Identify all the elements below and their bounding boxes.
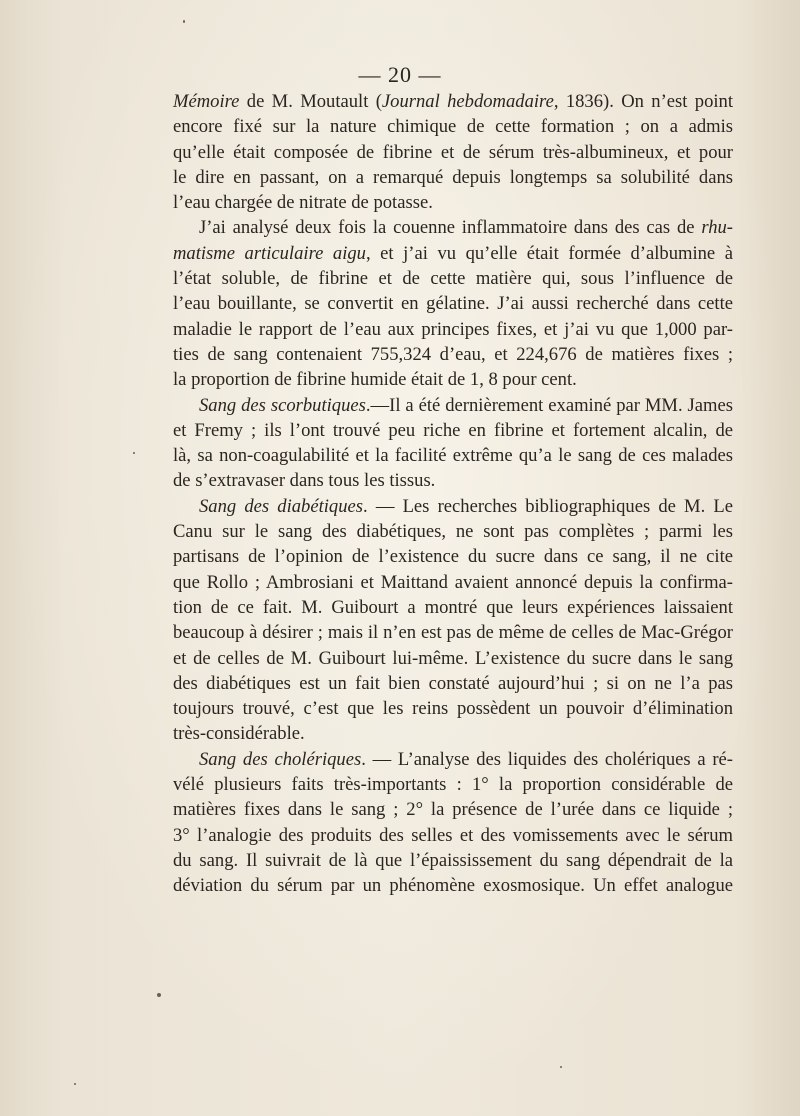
text-line: Canu sur le sang des diabétiques, ne sont pas complètes ; parmi les bbox=[173, 521, 733, 543]
text-line: matisme articulaire aigu, et j’ai vu qu’elle était formée d’albumine à bbox=[173, 242, 733, 264]
text-line: l’eau chargée de nitrate de potasse. bbox=[173, 192, 433, 214]
text-line: matières fixes dans le sang ; 2° la présence de l’urée dans ce liquide ; bbox=[173, 799, 733, 821]
text-line: Sang des diabétiques. — Les recherches bibliographiques de M. Le bbox=[199, 495, 733, 517]
text-line: ties de sang contenaient 755,324 d’eau, et 224,676 de matières fixes ; bbox=[173, 343, 733, 365]
text-line: 3° l’analogie des produits des selles et des vomissements avec le sérum bbox=[173, 824, 733, 846]
text-line: encore fixé sur la nature chimique de cette formation ; on a admis bbox=[173, 116, 733, 138]
text-line: qu’elle était composée de fibrine et de sérum très-albumineux, et pour bbox=[173, 141, 733, 163]
text-line: Sang des scorbutiques.—Il a été dernièrement examiné par MM. James bbox=[199, 394, 733, 416]
paragraph bbox=[173, 215, 733, 392]
text-line: J’ai analysé deux fois la couenne inflammatoire dans des cas de rhu- bbox=[199, 217, 733, 239]
text-line: très-considérable. bbox=[173, 723, 305, 745]
paper-speck bbox=[560, 1066, 562, 1068]
text-line: que Rollo ; Ambrosiani et Maittand avaient annoncé depuis la confirma- bbox=[173, 571, 733, 593]
paper-speck bbox=[157, 993, 161, 997]
text-line: des diabétiques est un fait bien constaté aujourd’hui ; si on ne l’a pas bbox=[173, 672, 733, 694]
paragraph bbox=[173, 89, 733, 215]
text-line: tion de ce fait. M. Guibourt a montré que leurs expériences laissaient bbox=[173, 596, 733, 618]
text-line: l’eau bouillante, se convertit en gélatine. J’ai aussi recherché dans cette bbox=[173, 293, 733, 315]
text-line: du sang. Il suivrait de là que l’épaississement du sang dépendrait de la bbox=[173, 849, 733, 871]
text-line: Mémoire de M. Moutault (Journal hebdomadaire, 1836). On n’est point bbox=[173, 91, 733, 112]
paper-speck bbox=[183, 20, 185, 23]
page-number: — 20 — bbox=[358, 62, 442, 87]
text-line: la proportion de fibrine humide était de 1, 8 pour cent. bbox=[173, 369, 577, 391]
paragraph bbox=[173, 747, 733, 899]
paragraph bbox=[173, 494, 733, 747]
text-line: vélé plusieurs faits très-importants : 1° la proportion considérable de bbox=[173, 774, 733, 796]
text-line: de s’extravaser dans tous les tissus. bbox=[173, 470, 436, 492]
text-line: l’état soluble, de fibrine et de cette matière qui, sous l’influence de bbox=[173, 268, 733, 290]
text-line: déviation du sérum par un phénomène exosmosique. Un effet analogue bbox=[173, 875, 733, 897]
text-line: partisans de l’opinion de l’existence du sucre dans ce sang, il ne cite bbox=[173, 546, 733, 568]
text-line: et Fremy ; ils l’ont trouvé peu riche en fibrine et fortement alcalin, de bbox=[173, 419, 733, 441]
text-line: Sang des cholériques. — L’analyse des liquides des cholériques a ré- bbox=[199, 748, 733, 770]
text-line: beaucoup à désirer ; mais il n’en est pas de même de celles de Mac-Grégor bbox=[173, 622, 733, 644]
paper-speck bbox=[133, 452, 135, 454]
text-line: le dire en passant, on a remarqué depuis longtemps sa solubilité dans bbox=[173, 166, 733, 188]
text-line: maladie le rapport de l’eau aux principes fixes, et j’ai vu que 1,000 par- bbox=[173, 318, 733, 340]
text-line: là, sa non-coagulabilité et la facilité extrême qu’a le sang de ces malades bbox=[173, 445, 733, 467]
paper-speck bbox=[74, 1083, 76, 1085]
text-line: et de celles de M. Guibourt lui-même. L’existence du sucre dans le sang bbox=[173, 647, 733, 669]
paragraph bbox=[173, 393, 733, 494]
text-line: toujours trouvé, c’est que les reins possèdent un pouvoir d’élimination bbox=[173, 698, 733, 720]
body-text bbox=[173, 89, 733, 899]
